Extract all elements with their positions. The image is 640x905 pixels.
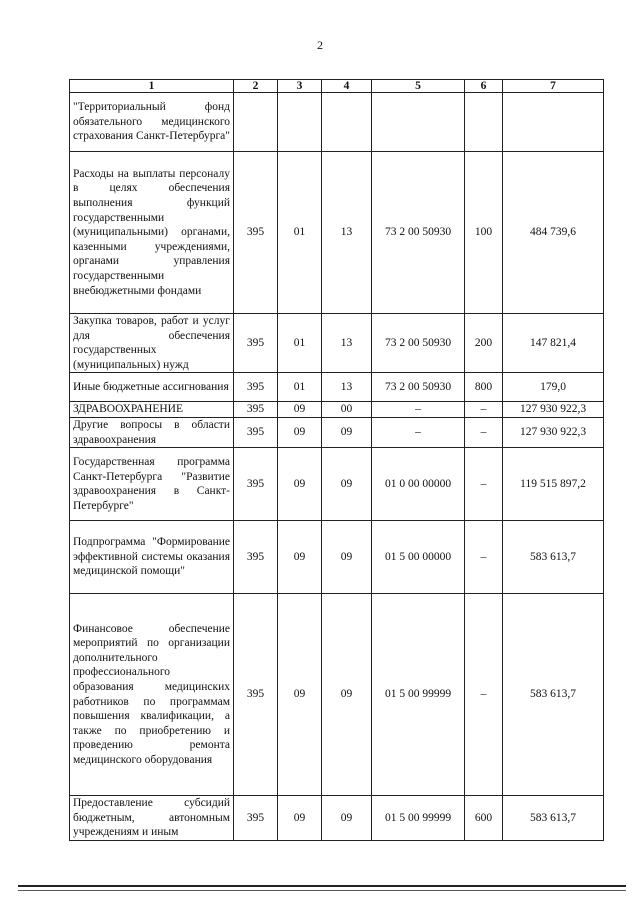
row-name: Расходы на выплаты персоналу в целях обеспечения выполнения функций государственными (муниципальными) органами, казенными учреждениями, органами управления государственными внебюджетными фондами <box>70 152 234 314</box>
page-number: 2 <box>317 38 323 52</box>
cell-subsection: 13 <box>322 373 372 402</box>
cell-chapter: 395 <box>234 448 278 521</box>
column-header-5: 5 <box>372 80 465 93</box>
row-name: Финансовое обеспечение мероприятий по организации дополнительного профессионального образования медицинских работников по программам повышения квалификации, а также по приобретению и проведению ремонта медицинского оборудования <box>70 594 234 796</box>
column-header-4: 4 <box>322 80 372 93</box>
cell-chapter: 395 <box>234 402 278 418</box>
row-name: Государственная программа Санкт-Петербурга "Развитие здравоохранения в Санкт-Петербурге" <box>70 448 234 521</box>
cell-target-article: 73 2 00 50930 <box>372 314 465 373</box>
table-row <box>70 594 604 796</box>
cell-amount: 484 739,6 <box>503 152 604 314</box>
cell-section: 09 <box>278 417 322 447</box>
table-row <box>70 448 604 521</box>
cell-section: 09 <box>278 521 322 594</box>
cell-subsection: 13 <box>322 314 372 373</box>
table-row <box>70 402 604 418</box>
bottom-border-line-thin <box>18 890 626 891</box>
cell-target-article: 01 5 00 00000 <box>372 521 465 594</box>
cell-expense-type: – <box>465 594 503 796</box>
cell-chapter: 395 <box>234 373 278 402</box>
column-header-7: 7 <box>503 80 604 93</box>
cell-amount: 583 613,7 <box>503 521 604 594</box>
cell-expense-type: 600 <box>465 796 503 841</box>
cell-target-article: – <box>372 402 465 418</box>
row-name: Закупка товаров, работ и услуг для обеспечения государственных (муниципальных) нужд <box>70 314 234 373</box>
cell-subsection: 09 <box>322 448 372 521</box>
cell-target-article: – <box>372 417 465 447</box>
table-header-row <box>70 80 604 93</box>
cell-section: 09 <box>278 796 322 841</box>
cell-section: 01 <box>278 314 322 373</box>
cell-subsection <box>322 93 372 152</box>
cell-chapter <box>234 93 278 152</box>
column-header-1: 1 <box>70 80 234 93</box>
cell-expense-type: – <box>465 402 503 418</box>
cell-section: 01 <box>278 373 322 402</box>
row-name: Другие вопросы в области здравоохранения <box>70 417 234 447</box>
table-row <box>70 796 604 841</box>
cell-chapter: 395 <box>234 314 278 373</box>
cell-expense-type: 100 <box>465 152 503 314</box>
bottom-border-line <box>18 885 626 887</box>
cell-expense-type: 800 <box>465 373 503 402</box>
table-row <box>70 373 604 402</box>
cell-section: 09 <box>278 594 322 796</box>
cell-expense-type: – <box>465 417 503 447</box>
cell-subsection: 00 <box>322 402 372 418</box>
cell-expense-type: – <box>465 521 503 594</box>
cell-subsection: 13 <box>322 152 372 314</box>
cell-subsection: 09 <box>322 521 372 594</box>
cell-chapter: 395 <box>234 417 278 447</box>
cell-section <box>278 93 322 152</box>
cell-chapter: 395 <box>234 594 278 796</box>
row-name: "Территориальный фонд обязательного медицинского страхования Санкт-Петербурга" <box>70 93 234 152</box>
cell-target-article: 01 5 00 99999 <box>372 796 465 841</box>
cell-chapter: 395 <box>234 152 278 314</box>
cell-expense-type: – <box>465 448 503 521</box>
cell-target-article <box>372 93 465 152</box>
cell-expense-type <box>465 93 503 152</box>
table-row <box>70 314 604 373</box>
cell-amount: 179,0 <box>503 373 604 402</box>
cell-amount: 119 515 897,2 <box>503 448 604 521</box>
cell-amount: 583 613,7 <box>503 796 604 841</box>
row-name: Иные бюджетные ассигнования <box>70 373 234 402</box>
row-name: Подпрограмма "Формирование эффективной системы оказания медицинской помощи" <box>70 521 234 594</box>
cell-subsection: 09 <box>322 594 372 796</box>
table-row <box>70 93 604 152</box>
cell-amount: 127 930 922,3 <box>503 417 604 447</box>
table-row <box>70 521 604 594</box>
cell-target-article: 01 5 00 99999 <box>372 594 465 796</box>
cell-section: 09 <box>278 448 322 521</box>
cell-amount <box>503 93 604 152</box>
column-header-6: 6 <box>465 80 503 93</box>
cell-section: 09 <box>278 402 322 418</box>
row-name: Предоставление субсидий бюджетным, автономным учреждениям и иным <box>70 796 234 841</box>
column-header-2: 2 <box>234 80 278 93</box>
column-header-3: 3 <box>278 80 322 93</box>
cell-chapter: 395 <box>234 796 278 841</box>
cell-section: 01 <box>278 152 322 314</box>
table-row <box>70 417 604 447</box>
cell-amount: 147 821,4 <box>503 314 604 373</box>
cell-amount: 583 613,7 <box>503 594 604 796</box>
cell-subsection: 09 <box>322 417 372 447</box>
cell-chapter: 395 <box>234 521 278 594</box>
cell-amount: 127 930 922,3 <box>503 402 604 418</box>
cell-subsection: 09 <box>322 796 372 841</box>
cell-target-article: 73 2 00 50930 <box>372 373 465 402</box>
cell-expense-type: 200 <box>465 314 503 373</box>
table-row <box>70 152 604 314</box>
cell-target-article: 73 2 00 50930 <box>372 152 465 314</box>
cell-target-article: 01 0 00 00000 <box>372 448 465 521</box>
row-name: ЗДРАВООХРАНЕНИЕ <box>70 402 234 418</box>
budget-table <box>69 79 604 841</box>
